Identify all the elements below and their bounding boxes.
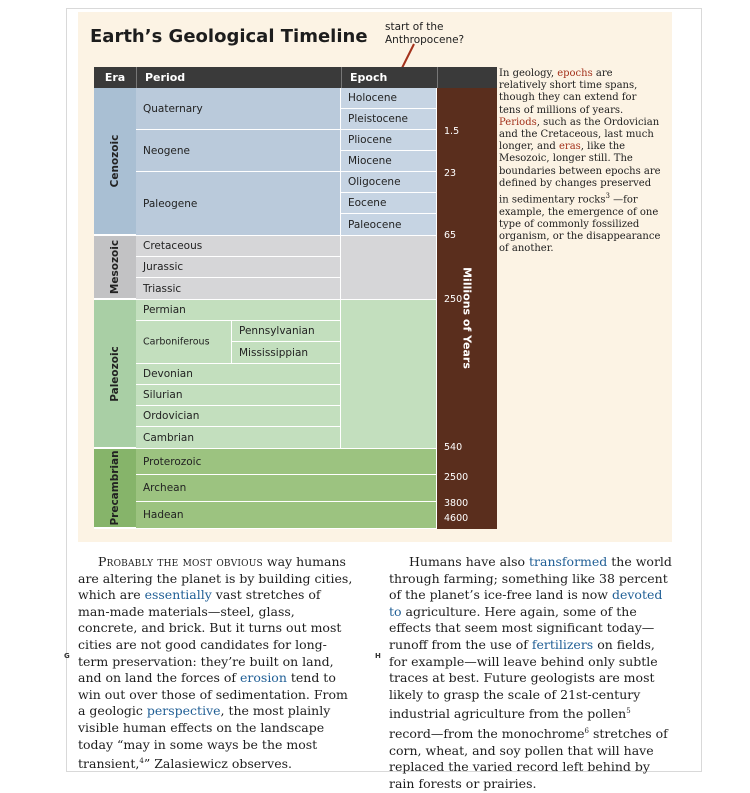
epoch-holocene: Holocene bbox=[341, 88, 437, 109]
age-tick: 65 bbox=[444, 230, 457, 241]
age-tick: 23 bbox=[444, 168, 457, 179]
figure-title: Earth’s Geological Timeline bbox=[90, 26, 368, 47]
epoch-pliocene: Pliocene bbox=[341, 130, 437, 151]
header-era: Era bbox=[94, 67, 136, 88]
header-period: Period bbox=[136, 67, 341, 88]
vocab-periods: Periods bbox=[499, 116, 537, 128]
vocab-word[interactable]: transformed bbox=[529, 554, 608, 569]
period-ordovician: Ordovician bbox=[136, 406, 341, 427]
age-tick: 4600 bbox=[444, 513, 469, 524]
article-column-left: Probably the most obvious way humans are altering the planet is by building cities, which are essentially vast stretches of man-made materials—steel, glass, concrete, and brick. But it turns out most cities are not good candidates for long-term preservation: they’re built on land, and on land the forces of erosion tend to win out over those of sedimentation. From a geologic perspective, the most plainly visible human effects on the landscape today “may in some ways be the most transient,$^4$” Zalasiewicz observes. bbox=[78, 554, 353, 772]
figure-sidebar-text: In geology, epochs are relatively short time spans, though they can extend for tens of millions of years. Periods, such as the Ordovician and the Cretaceous, last much longer, and eras, like the Mesozoic, longer still. The boundaries between epochs are defined by changes preserved in sedimentary rocks$^3$ —for example, the emergence of one type of commonly fossilized organism, or the disappearance of another. bbox=[499, 68, 661, 255]
period-jurassic: Jurassic bbox=[136, 257, 341, 278]
period-silurian: Silurian bbox=[136, 385, 341, 406]
period-devonian: Devonian bbox=[136, 364, 341, 385]
subperiod-pennsylvanian: Pennsylvanian bbox=[232, 321, 341, 342]
epoch-eocene: Eocene bbox=[341, 193, 437, 214]
age-tick: 540 bbox=[444, 442, 463, 453]
age-tick: 250 bbox=[444, 294, 463, 305]
period-cambrian: Cambrian bbox=[136, 427, 341, 449]
age-tick: 2500 bbox=[444, 472, 469, 483]
epoch-pleistocene: Pleistocene bbox=[341, 109, 437, 130]
period-quaternary: Quaternary bbox=[136, 88, 341, 130]
paragraph-marker: G bbox=[64, 652, 70, 660]
vocab-word[interactable]: perspective bbox=[146, 703, 221, 719]
period-carboniferous: Carboniferous bbox=[136, 321, 232, 364]
vocab-eras: eras bbox=[559, 141, 581, 153]
era-paleozoic: Paleozoic bbox=[94, 300, 136, 449]
subperiod-mississippian: Mississippian bbox=[232, 342, 341, 364]
age-tick: 1.5 bbox=[444, 126, 460, 137]
timeline-table bbox=[94, 67, 497, 529]
era-mesozoic: Mesozoic bbox=[94, 236, 136, 300]
vocab-word[interactable]: fertilizers bbox=[531, 636, 594, 652]
paragraph-marker: H bbox=[375, 652, 381, 660]
epoch-paleocene: Paleocene bbox=[341, 214, 437, 236]
eon-proterozoic: Proterozoic bbox=[136, 449, 437, 475]
eon-archean: Archean bbox=[136, 475, 437, 502]
period-neogene: Neogene bbox=[136, 130, 341, 172]
lead-in: Probably the most obvious bbox=[98, 554, 263, 569]
era-cenozoic: Cenozoic bbox=[94, 88, 136, 236]
vocab-word[interactable]: essentially bbox=[144, 587, 212, 603]
footnote-ref[interactable]: 6 bbox=[584, 727, 590, 736]
paleozoic-epoch-blank bbox=[341, 300, 437, 449]
footnote-ref[interactable]: 3 bbox=[605, 192, 610, 201]
period-permian: Permian bbox=[136, 300, 341, 321]
article-column-right: Humans have also transformed the world through farming; something like 38 percent of the planet’s ice-free land is now devoted to agriculture. Here again, some of the effects that seem most significant today—runoff from the use of fertilizers on fields, for example—will leave behind only subtle traces at best. Future geologists are most likely to grasp the scale of 21st-century industrial agriculture from the pollen$^5$ record—from the monochrome$^6$ stretches of corn, wheat, and soy pollen that will have replaced the varied record left behind by rain forests or prairies. bbox=[389, 554, 672, 792]
eon-hadean: Hadean bbox=[136, 502, 437, 529]
footnote-ref[interactable]: 4 bbox=[139, 757, 144, 766]
mesozoic-epoch-blank bbox=[341, 236, 437, 300]
period-triassic: Triassic bbox=[136, 278, 341, 300]
vocab-word[interactable]: devoted to bbox=[389, 587, 663, 619]
footnote-ref[interactable]: 5 bbox=[626, 707, 631, 716]
epoch-miocene: Miocene bbox=[341, 151, 437, 172]
vocab-epochs: epochs bbox=[557, 68, 593, 79]
axis-label: Millions of Years bbox=[460, 267, 474, 369]
header-ages bbox=[437, 67, 497, 88]
anthropocene-callout: start of the Anthropocene? bbox=[385, 21, 465, 46]
period-paleogene: Paleogene bbox=[136, 172, 341, 236]
age-tick: 3800 bbox=[444, 498, 469, 509]
timeline-figure bbox=[78, 12, 672, 542]
header-epoch: Epoch bbox=[341, 67, 437, 88]
era-precambrian: Precambrian bbox=[94, 449, 136, 529]
epoch-oligocene: Oligocene bbox=[341, 172, 437, 193]
millions-of-years-bar bbox=[437, 88, 497, 529]
period-cretaceous: Cretaceous bbox=[136, 236, 341, 257]
vocab-word[interactable]: erosion bbox=[240, 670, 287, 686]
